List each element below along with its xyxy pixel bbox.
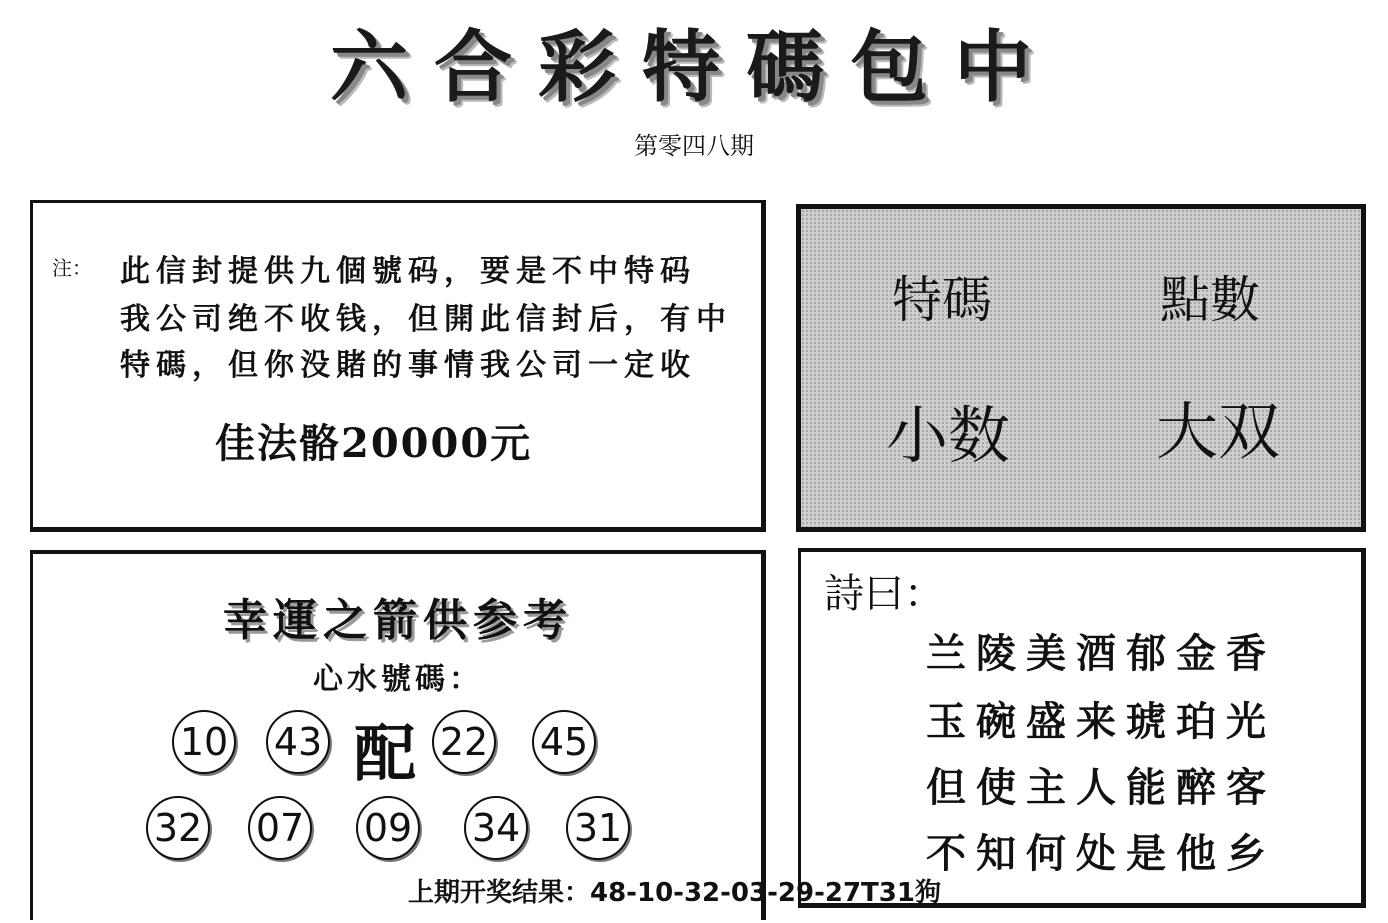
connector-char: 配 bbox=[354, 717, 417, 790]
reward-amount: 佳法骼20000元 bbox=[215, 420, 533, 467]
number-ball: 32 bbox=[146, 796, 210, 860]
number-ball: 07 bbox=[248, 796, 312, 860]
page-title: 六合彩特碼包中 bbox=[329, 22, 1058, 113]
tema-box bbox=[796, 204, 1366, 532]
number-ball: 22 bbox=[432, 710, 496, 774]
last-draw-result: 上期开奖结果：48-10-32-03-29-27T31狗 bbox=[408, 878, 941, 908]
number-ball: 09 bbox=[356, 796, 420, 860]
tema-value: 小数 bbox=[886, 399, 1011, 472]
poem-line: 玉碗盛来琥珀光 bbox=[926, 698, 1276, 745]
note-label: 注： bbox=[52, 256, 92, 280]
lucky-title: 幸運之箭供参考 bbox=[223, 595, 573, 646]
poem-line: 但使主人能醉客 bbox=[926, 764, 1276, 811]
poem-line: 不知何处是他乡 bbox=[926, 830, 1276, 877]
points-label: 點數 bbox=[1160, 271, 1260, 329]
note-line: 此信封提供九個號码，要是不中特码 bbox=[120, 254, 696, 289]
poem-heading: 詩曰： bbox=[824, 571, 944, 617]
number-ball: 43 bbox=[266, 710, 330, 774]
tema-label: 特碼 bbox=[892, 271, 992, 329]
note-line: 我公司绝不收钱，但開此信封后，有中 bbox=[120, 302, 732, 337]
number-ball: 10 bbox=[172, 710, 236, 774]
lucky-subtitle: 心水號碼： bbox=[313, 662, 483, 697]
points-value: 大双 bbox=[1156, 395, 1281, 468]
number-ball: 34 bbox=[464, 796, 528, 860]
issue-number: 第零四八期 bbox=[634, 132, 754, 160]
number-ball: 31 bbox=[566, 796, 630, 860]
number-ball: 45 bbox=[532, 710, 596, 774]
note-line: 特碼，但你没賭的事情我公司一定收 bbox=[120, 348, 696, 383]
poem-line: 兰陵美酒郁金香 bbox=[926, 630, 1276, 677]
